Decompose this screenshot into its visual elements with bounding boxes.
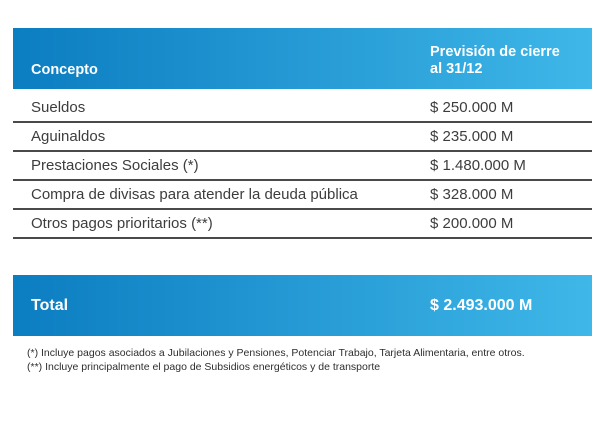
table-body bbox=[13, 94, 592, 239]
footnotes bbox=[13, 347, 592, 374]
row-concept: Prestaciones Sociales (*) bbox=[31, 157, 199, 174]
header-value-label-line1: Previsión de cierre bbox=[430, 44, 560, 60]
row-value: $ 250.000 M bbox=[430, 99, 514, 116]
row-value: $ 200.000 M bbox=[430, 215, 514, 232]
table-header bbox=[13, 28, 592, 89]
row-value: $ 328.000 M bbox=[430, 186, 514, 203]
total-label: Total bbox=[31, 296, 69, 314]
row-concept: Aguinaldos bbox=[31, 128, 106, 145]
header-value-label-line2: al 31/12 bbox=[430, 61, 483, 77]
table-row bbox=[13, 181, 592, 210]
row-value: $ 1.480.000 M bbox=[430, 157, 526, 174]
table-row bbox=[13, 123, 592, 152]
header-concept-label: Concepto bbox=[31, 62, 98, 78]
total-value: $ 2.493.000 M bbox=[430, 296, 533, 314]
row-concept: Sueldos bbox=[31, 99, 86, 116]
table-row bbox=[13, 152, 592, 181]
row-concept: Compra de divisas para atender la deuda pública bbox=[31, 186, 358, 203]
table-row bbox=[13, 94, 592, 123]
footnote-asterisk: (*) Incluye pagos asociados a Jubilaciones y Pensiones, Potenciar Trabajo, Tarjeta Alimentaria, entre otros. bbox=[27, 347, 525, 359]
budget-table-infographic bbox=[13, 28, 592, 374]
row-value: $ 235.000 M bbox=[430, 128, 514, 145]
header-value-label bbox=[430, 44, 592, 78]
table-row bbox=[13, 210, 592, 239]
table-total-row bbox=[13, 275, 592, 336]
footnote-double-asterisk: (**) Incluye principalmente el pago de Subsidios energéticos y de transporte bbox=[27, 360, 381, 373]
row-concept: Otros pagos prioritarios (**) bbox=[31, 215, 213, 232]
